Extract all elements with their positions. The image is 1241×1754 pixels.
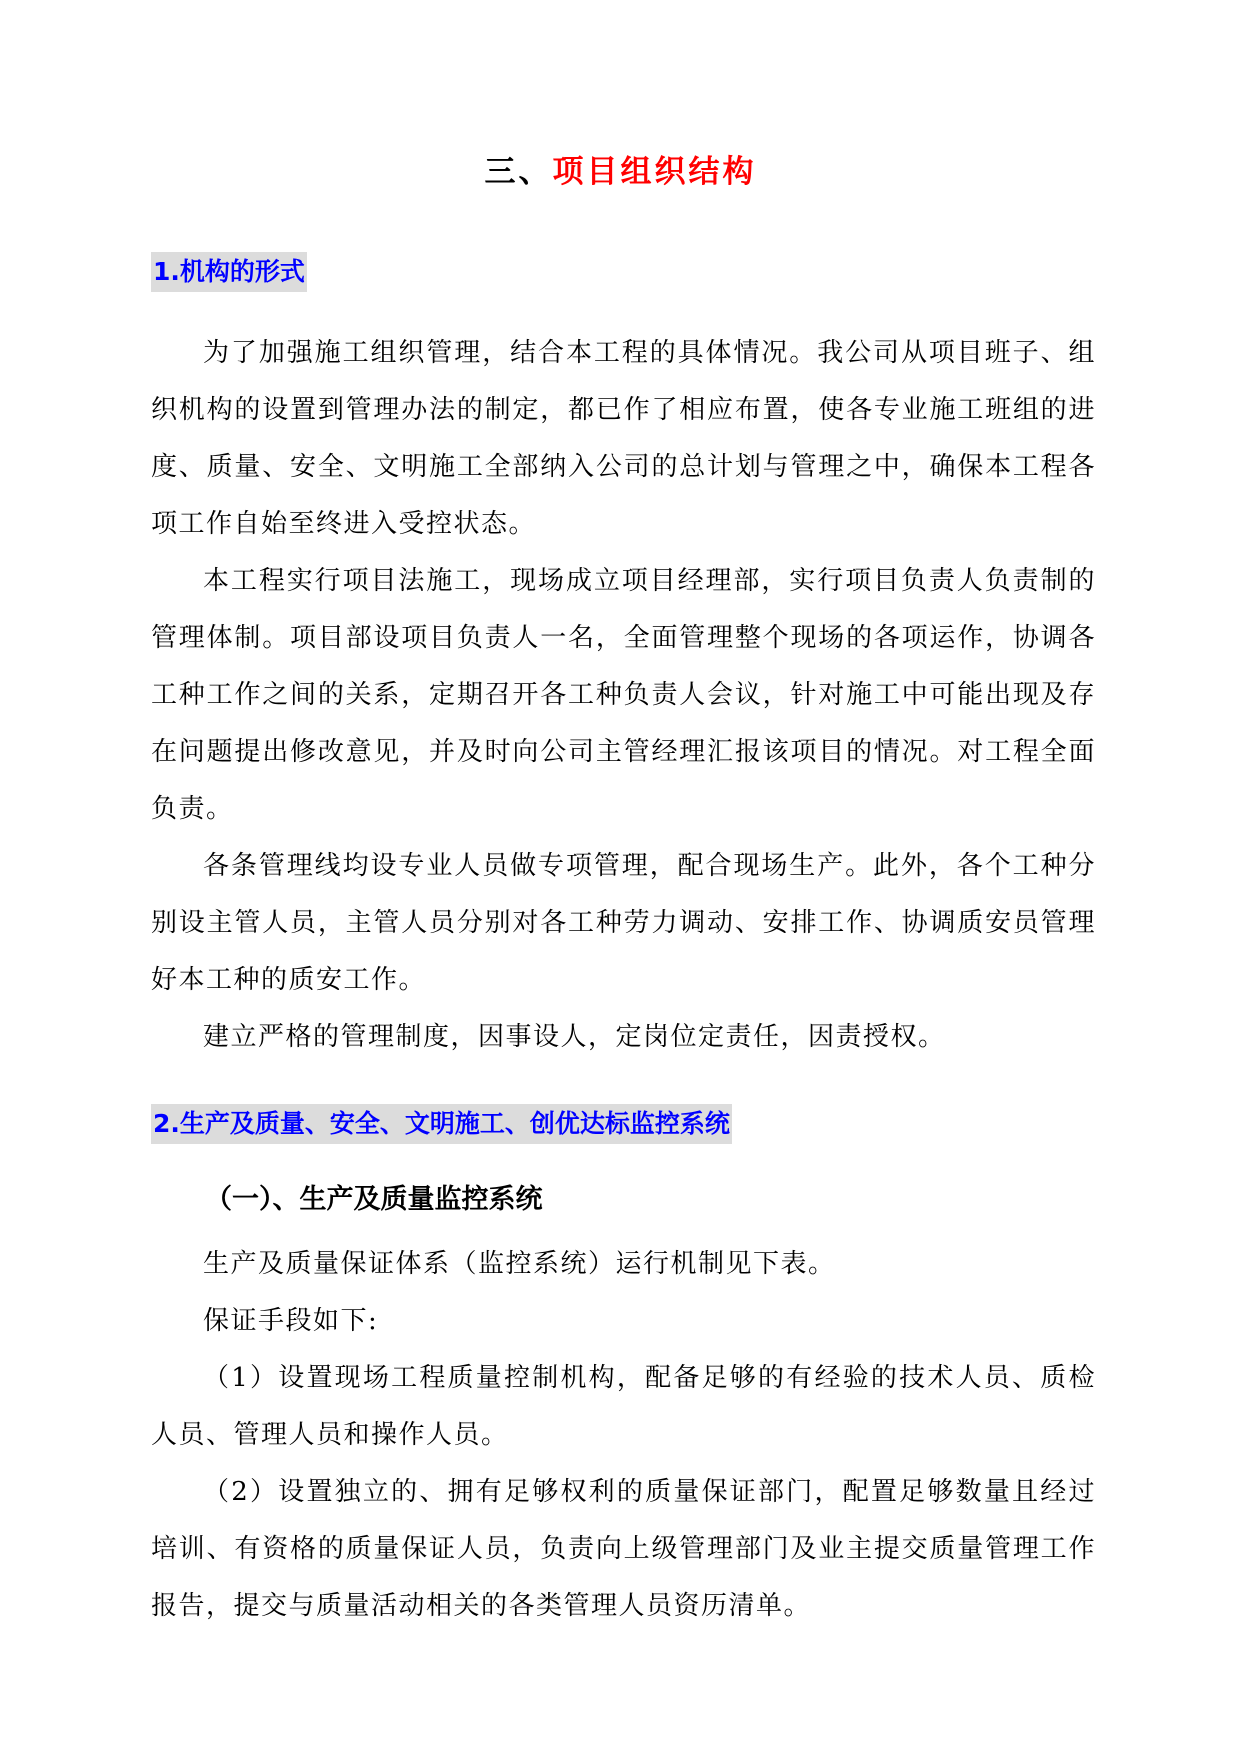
paragraph: （2）设置独立的、拥有足够权利的质量保证部门，配置足够数量且经过培训、有资格的质量保证人员，负责向上级管理部门及业主提交质量管理工作报告，提交与质量活动相关的各类管理人员资历清单。	[151, 1477, 1096, 1621]
section-2-body	[151, 1236, 1096, 1635]
paragraph: 本工程实行项目法施工，现场成立项目经理部，实行项目负责人负责制的管理体制。项目部设项目负责人一名，全面管理整个现场的各项运作，协调各工种工作之间的关系，定期召开各工种负责人会议，针对施工中可能出现及存在问题提出修改意见，并及时向公司主管经理汇报该项目的情况。对工程全面负责。	[151, 566, 1096, 824]
paragraph: 生产及质量保证体系（监控系统）运行机制见下表。	[203, 1249, 836, 1279]
paragraph: 保证手段如下:	[203, 1306, 379, 1336]
section-2-subheading: （一）、生产及质量监控系统	[205, 1184, 543, 1215]
paragraph: 为了加强施工组织管理，结合本工程的具体情况。我公司从项目班子、组织机构的设置到管理办法的制定，都已作了相应布置，使各专业施工班组的进度、质量、安全、文明施工全部纳入公司的总计划与管理之中，确保本工程各项工作自始至终进入受控状态。	[151, 338, 1096, 539]
section-1-body	[151, 325, 1096, 1066]
title-prefix: 三、	[484, 154, 553, 190]
section-1-heading: 1.机构的形式	[151, 252, 307, 292]
section-2-heading: 2.生产及质量、安全、文明施工、创优达标监控系统	[151, 1104, 732, 1144]
paragraph: （1）设置现场工程质量控制机构，配备足够的有经验的技术人员、质检人员、管理人员和操作人员。	[151, 1363, 1096, 1450]
page-title	[0, 150, 1241, 194]
paragraph: 建立严格的管理制度，因事设人，定岗位定责任，因责授权。	[203, 1022, 946, 1052]
paragraph: 各条管理线均设专业人员做专项管理，配合现场生产。此外，各个工种分别设主管人员，主管人员分别对各工种劳力调动、安排工作、协调质安员管理好本工种的质安工作。	[151, 851, 1096, 995]
title-main: 项目组织结构	[552, 154, 757, 190]
